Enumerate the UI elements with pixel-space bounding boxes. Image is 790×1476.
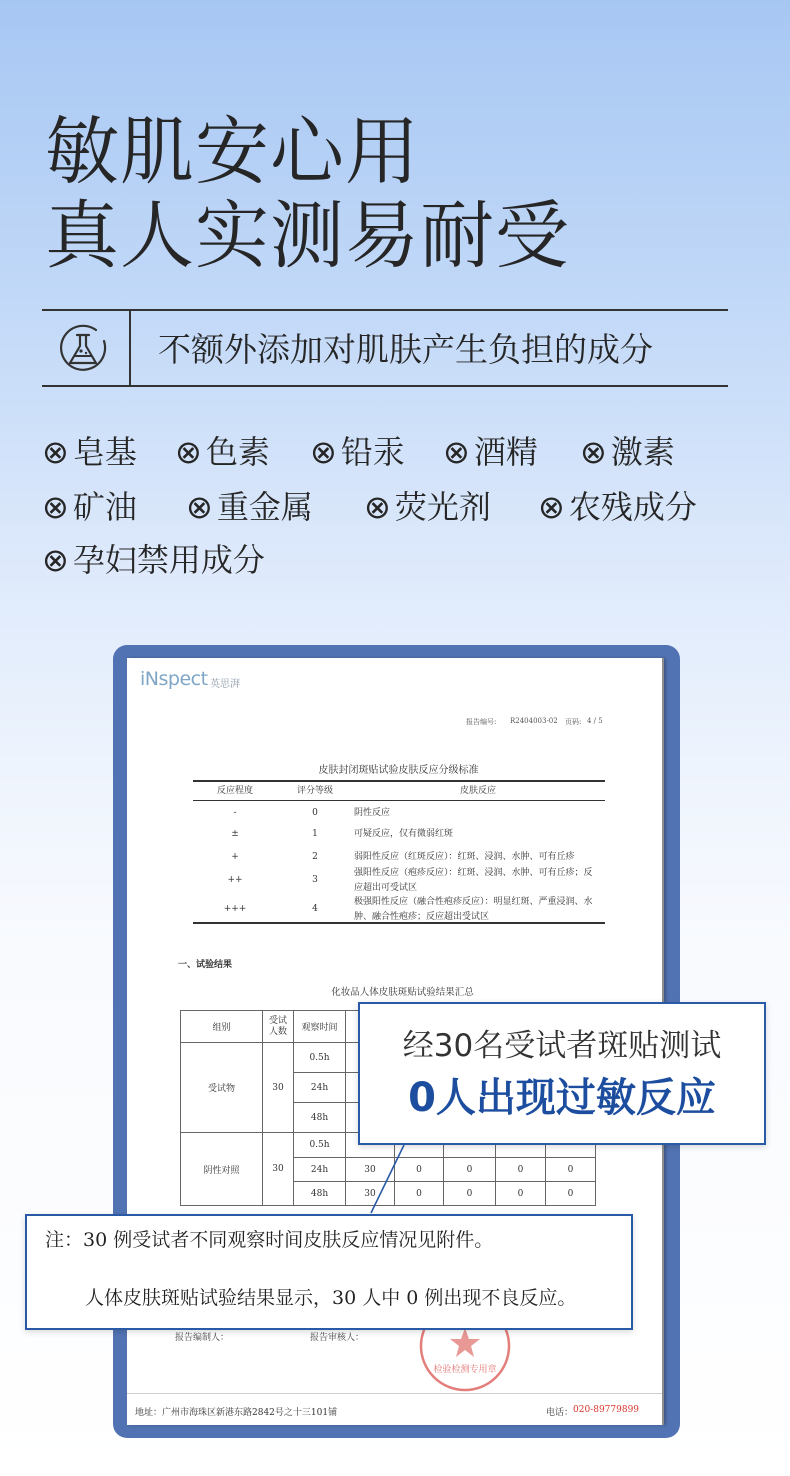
section-heading: 一、试验结果 xyxy=(178,960,233,970)
observation-time: 0.5h xyxy=(294,1043,346,1073)
headline xyxy=(45,110,570,278)
inspect-logo: iNspect xyxy=(140,668,208,690)
note-line-1: 注：30 例受试者不同观察时间皮肤反应情况见附件。 xyxy=(45,1229,494,1251)
cross-circle-icon: ⊗ xyxy=(42,488,69,526)
table-cell: 0 xyxy=(395,1158,444,1182)
free-from-item: ⊗ 荧光剂 xyxy=(364,488,491,526)
grading-degree: - xyxy=(233,808,237,818)
free-from-item: ⊗ 铅汞 xyxy=(310,433,405,471)
grading-header-degree: 反应程度 xyxy=(216,786,253,796)
table-cell: 30 xyxy=(346,1182,395,1206)
observation-time: 48h xyxy=(294,1182,346,1206)
free-from-item: ⊗ 孕妇禁用成分 xyxy=(42,541,265,579)
banner-top-rule xyxy=(42,309,728,311)
table-cell: 0 xyxy=(395,1182,444,1206)
grading-degree: + xyxy=(231,852,239,862)
group-subjects: 30 xyxy=(263,1133,294,1206)
table-cell: 0 xyxy=(496,1182,546,1206)
free-from-item: ⊗ 矿油 xyxy=(42,488,137,526)
cross-circle-icon: ⊗ xyxy=(310,433,337,471)
group-name: 受试物 xyxy=(181,1043,263,1133)
grading-header-reaction: 皮肤反应 xyxy=(459,786,496,796)
banner-text: 不额外添加对肌肤产生负担的成分 xyxy=(158,330,653,369)
free-from-item: ⊗ 色素 xyxy=(175,433,270,471)
free-from-item: ⊗ 皂基 xyxy=(42,433,137,471)
header-subjects: 受试人数 xyxy=(263,1011,294,1043)
callout-pointer xyxy=(365,1143,410,1215)
table-cell: 0 xyxy=(496,1158,546,1182)
grading-score: 3 xyxy=(312,875,318,885)
grading-degree: ++ xyxy=(227,875,243,885)
table-cell: 30 xyxy=(346,1158,395,1182)
footer-rule xyxy=(127,1393,662,1394)
grading-score: 1 xyxy=(312,829,318,839)
cross-circle-icon: ⊗ xyxy=(175,433,202,471)
table-cell: 0 xyxy=(444,1182,496,1206)
note-callout xyxy=(25,1214,633,1330)
grading-header-score: 评分等级 xyxy=(296,786,333,796)
report-address: 地址：广州市海珠区新港东路2842号之十三101铺 xyxy=(135,1408,338,1418)
free-from-item: ⊗ 重金属 xyxy=(186,488,313,526)
stamp-text: 检验检测专用章 xyxy=(433,1365,497,1375)
banner-bottom-rule xyxy=(42,385,728,387)
observation-time: 48h xyxy=(294,1103,346,1133)
cross-circle-icon: ⊗ xyxy=(42,433,69,471)
grading-table-header-rule xyxy=(193,800,605,801)
note-line-2: 人体皮肤斑贴试验结果显示，30 人中 0 例出现不良反应。 xyxy=(85,1287,577,1309)
grading-degree: ± xyxy=(231,829,239,839)
headline-line-2: 真人实测易耐受 xyxy=(45,193,570,279)
header-time: 观察时间 xyxy=(294,1011,346,1043)
table-cell: 0 xyxy=(546,1158,596,1182)
grading-reaction: 强阳性反应（疱疹反应）：红斑、浸润、水肿、可有丘疹；反应超出可受试区 xyxy=(354,868,593,893)
cross-circle-icon: ⊗ xyxy=(580,433,607,471)
cross-circle-icon: ⊗ xyxy=(186,488,213,526)
table-cell: 0 xyxy=(546,1182,596,1206)
reviewed-by-label: 报告审核人： xyxy=(310,1333,365,1343)
callout-line-2: 0人出现过敏反应 xyxy=(408,1075,716,1121)
headline-line-1: 敏肌安心用 xyxy=(45,109,420,195)
cross-circle-icon: ⊗ xyxy=(443,433,470,471)
grading-degree: +++ xyxy=(223,904,247,914)
grading-score: 0 xyxy=(312,808,318,818)
page-label: 页码: xyxy=(565,718,582,726)
callout-line-1: 经30名受试者斑贴测试 xyxy=(402,1028,722,1064)
group-subjects: 30 xyxy=(263,1043,294,1133)
prepared-by-label: 报告编制人： xyxy=(175,1333,230,1343)
grading-score: 2 xyxy=(312,852,318,862)
grading-reaction: 极强阳性反应（融合性疱疹反应）：明显红斑、严重浸润、水肿、融合性疱疹；反应超出受试区 xyxy=(354,897,593,922)
banner-divider xyxy=(129,309,131,387)
free-from-item: ⊗ 农残成分 xyxy=(538,488,697,526)
result-callout xyxy=(358,1002,766,1145)
grading-reaction: 弱阳性反应（红斑反应）：红斑、浸润、水肿、可有丘疹 xyxy=(354,852,575,862)
report-no-label: 报告编号: xyxy=(466,718,497,726)
grading-reaction: 可疑反应，仅有微弱红斑 xyxy=(354,829,454,839)
inspect-logo-cn: 英思湃 xyxy=(210,679,240,690)
phone-label: 电话： xyxy=(546,1408,574,1418)
observation-time: 24h xyxy=(294,1073,346,1103)
table-cell: 0 xyxy=(444,1158,496,1182)
grading-title: 皮肤封闭斑贴试验皮肤反应分级标准 xyxy=(318,765,479,776)
summary-title: 化妆品人体皮肤斑贴试验结果汇总 xyxy=(331,987,474,998)
header-group: 组别 xyxy=(181,1011,263,1043)
cross-circle-icon: ⊗ xyxy=(364,488,391,526)
report-no: R2404003-02 xyxy=(510,717,558,725)
free-from-item: ⊗ 激素 xyxy=(580,433,675,471)
grading-reaction: 阴性反应 xyxy=(354,808,391,818)
group-name: 阴性对照 xyxy=(181,1133,263,1206)
observation-time: 24h xyxy=(294,1158,346,1182)
cross-circle-icon: ⊗ xyxy=(538,488,565,526)
flask-icon xyxy=(55,322,111,378)
page-number: 4 / 5 xyxy=(587,717,603,725)
free-from-item: ⊗ 酒精 xyxy=(443,433,538,471)
phone-number: 020-89779899 xyxy=(573,1405,640,1415)
grading-score: 4 xyxy=(312,904,318,914)
observation-time: 0.5h xyxy=(294,1133,346,1158)
grading-table-top-rule xyxy=(193,780,605,782)
cross-circle-icon: ⊗ xyxy=(42,541,69,579)
